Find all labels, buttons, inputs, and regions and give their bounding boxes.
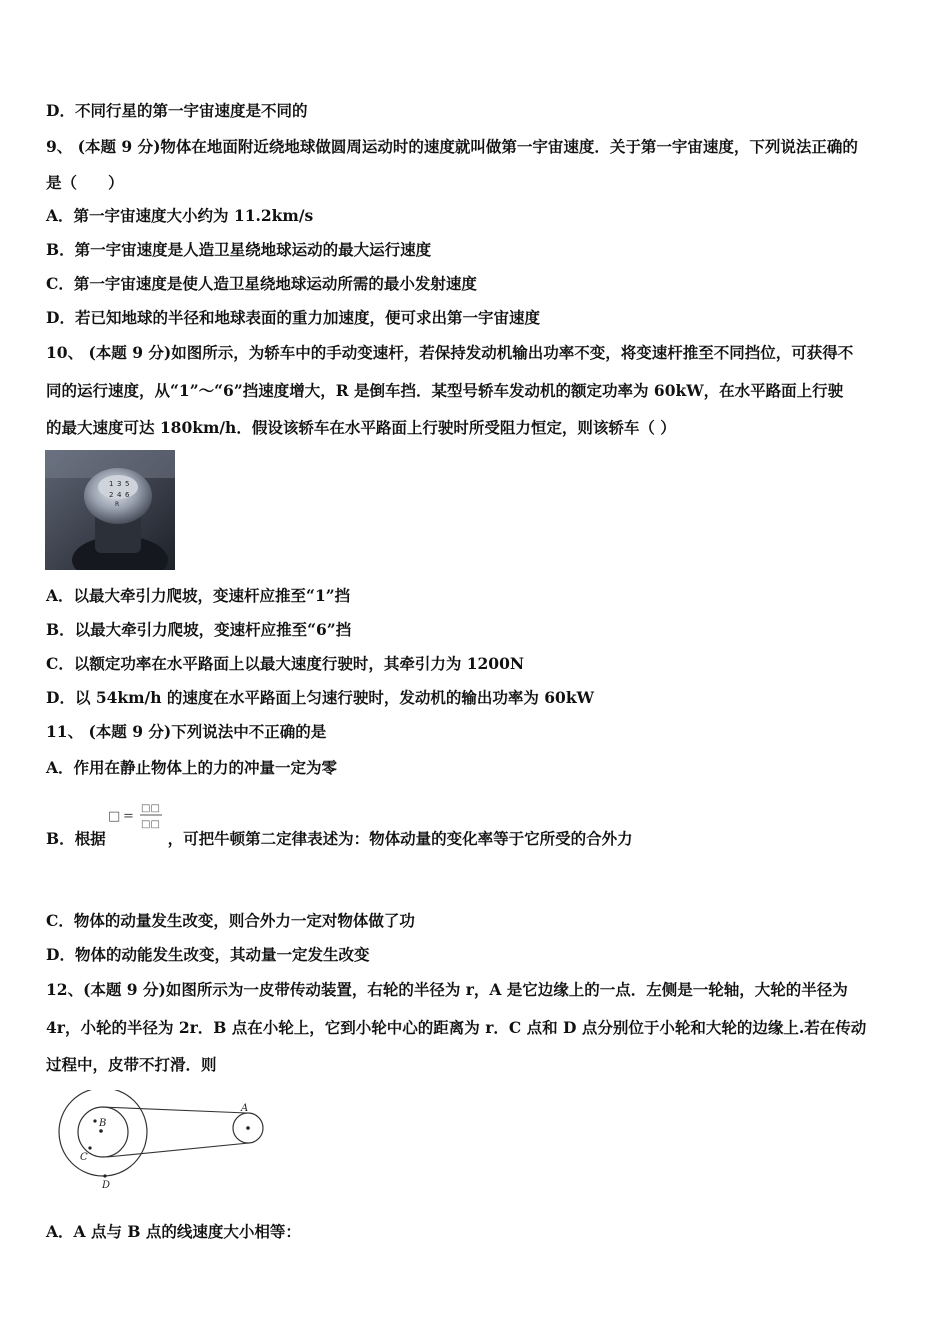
- belt-pulley-diagram: [55, 1090, 270, 1194]
- svg-text:=: =: [123, 809, 134, 824]
- gear-label: R: [115, 501, 120, 508]
- q9-stem-line2: 是（ ）: [46, 173, 124, 192]
- q10-stem-line1: 10、 (本题 9 分)如图所示，为轿车中的手动变速杆，若保持发动机输出功率不变，将变速杆推至不同挡位，可获得不: [46, 343, 854, 362]
- gear-label: 2: [109, 491, 114, 499]
- q9-option-a: A．第一宇宙速度大小约为 11.2km/s: [46, 206, 314, 225]
- gear-label: 3: [117, 480, 122, 488]
- svg-text:□: □: [108, 809, 121, 824]
- q10-option-b: B．以最大牵引力爬坡，变速杆应推至“6”挡: [46, 620, 352, 639]
- q10-stem-line2: 同的运行速度，从“1”～“6”挡速度增大，R 是倒车挡．某型号轿车发动机的额定功率为 60kW，在水平路面上行驶: [46, 381, 844, 400]
- point-d-label: D: [102, 1180, 111, 1190]
- gear-label: 6: [125, 491, 130, 499]
- gear-label: 5: [125, 480, 130, 488]
- gear-label: 4: [117, 491, 122, 499]
- q11-option-b: B．根据 ，可把牛顿第二定律表述为：物体动量的变化率等于它所受的合外力: [46, 829, 633, 848]
- q11-option-d: D．物体的动能发生改变，其动量一定发生改变: [46, 945, 370, 964]
- point-b-label: B: [99, 1118, 107, 1129]
- point-a-label: A: [241, 1103, 249, 1114]
- q9-option-d: D．若已知地球的半径和地球表面的重力加速度，便可求出第一宇宙速度: [46, 308, 540, 327]
- q9-stem-line1: 9、 (本题 9 分)物体在地面附近绕地球做圆周运动时的速度就叫做第一宇宙速度．关于第一宇宙速度，下列说法正确的: [46, 137, 858, 156]
- svg-text:□□: □□: [141, 819, 160, 830]
- gear-shifter-photo: [45, 450, 175, 570]
- q11-option-a: A．作用在静止物体上的力的冲量一定为零: [46, 758, 338, 777]
- point-c-label: C: [80, 1152, 88, 1163]
- q10-stem-line3: 的最大速度可达 180km/h．假设该轿车在水平路面上行驶时所受阻力恒定，则该轿车（ ）: [46, 418, 676, 437]
- q12-stem-line2: 4r，小轮的半径为 2r．B 点在小轮上，它到小轮中心的距离为 r．C 点和 D 点分别位于小轮和大轮的边缘上.若在传动: [46, 1018, 867, 1037]
- gear-label: 1: [109, 480, 114, 488]
- q11-option-c: C．物体的动量发生改变，则合外力一定对物体做了功: [46, 911, 415, 930]
- q10-option-c: C．以额定功率在水平路面上以最大速度行驶时，其牵引力为 1200N: [46, 654, 525, 673]
- q12-stem-line3: 过程中，皮带不打滑．则: [46, 1055, 217, 1074]
- q12-option-a: A．A 点与 B 点的线速度大小相等：: [46, 1222, 301, 1241]
- q11-stem: 11、 (本题 9 分)下列说法中不正确的是: [46, 722, 327, 741]
- q10-option-d: D．以 54km/h 的速度在水平路面上匀速行驶时，发动机的输出功率为 60kW: [46, 688, 594, 707]
- q10-option-a: A．以最大牵引力爬坡，变速杆应推至“1”挡: [46, 586, 351, 605]
- q9-option-b: B．第一宇宙速度是人造卫星绕地球运动的最大运行速度: [46, 240, 432, 259]
- svg-text:□□: □□: [141, 803, 160, 814]
- q12-stem-line1: 12、(本题 9 分)如图所示为一皮带传动装置，右轮的半径为 r，A 是它边缘上的一点．左侧是一轮轴，大轮的半径为: [46, 980, 848, 999]
- q9-option-c: C．第一宇宙速度是使人造卫星绕地球运动所需的最小发射速度: [46, 274, 477, 293]
- q8-option-d: D．不同行星的第一宇宙速度是不同的: [46, 101, 308, 120]
